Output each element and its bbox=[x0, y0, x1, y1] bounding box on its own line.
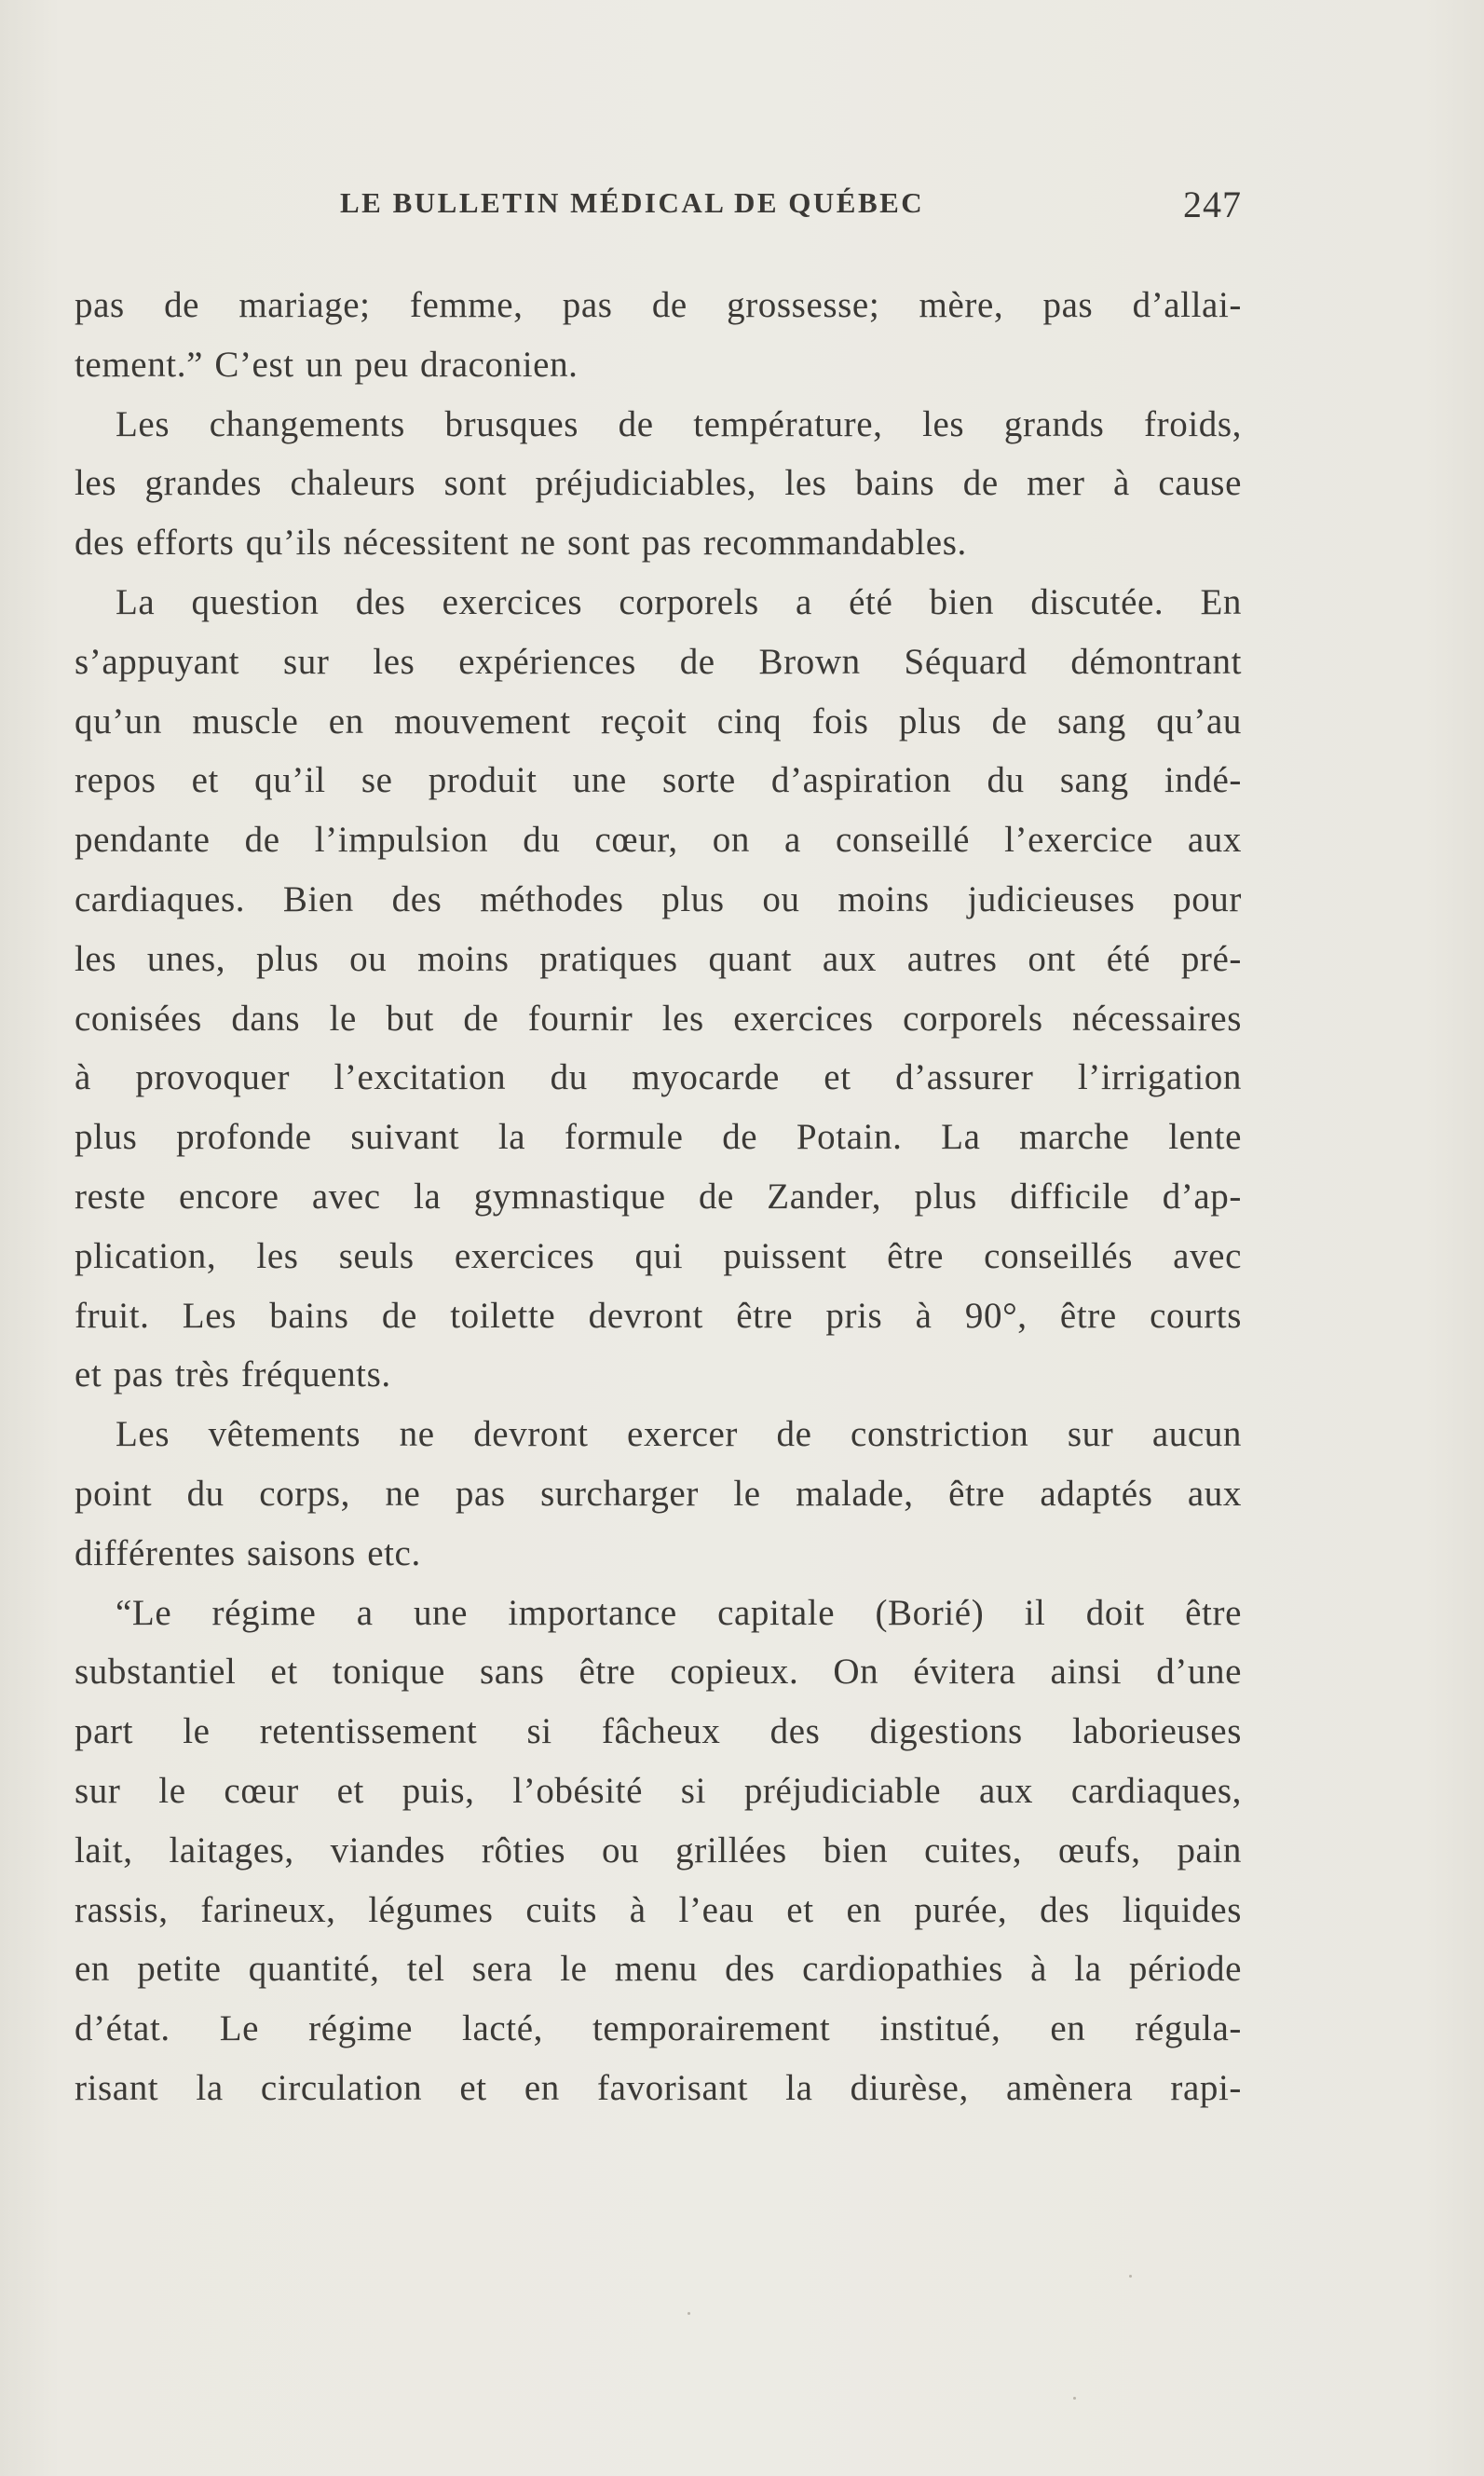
paper-speck bbox=[688, 2312, 690, 2315]
text-line: reste encore avec la gymnastique de Zander, plus difficile d’ap- bbox=[75, 1176, 1242, 1217]
text-line: rassis, farineux, légumes cuits à l’eau et en purée, des liquides bbox=[75, 1889, 1242, 1930]
paper-speck bbox=[1073, 2397, 1076, 2400]
text-line: et pas très fréquents. bbox=[75, 1354, 391, 1395]
text-line: substantiel et tonique sans être copieux. On évitera ainsi d’une bbox=[75, 1652, 1242, 1693]
page-number: 247 bbox=[1183, 184, 1242, 225]
text-line: Les vêtements ne devront exercer de constriction sur aucun bbox=[116, 1414, 1242, 1455]
text-line: des efforts qu’ils nécessitent ne sont pas recommandables. bbox=[75, 523, 967, 564]
text-line: d’état. Le régime lacté, temporairement institué, en régula- bbox=[75, 2008, 1242, 2049]
text-line: Les changements brusques de température, les grands froids, bbox=[116, 403, 1242, 444]
text-line: lait, laitages, viandes rôties ou grillées bien cuites, œufs, pain bbox=[75, 1830, 1242, 1871]
text-line: pas de mariage; femme, pas de grossesse; mère, pas d’allai- bbox=[75, 285, 1242, 325]
text-line: plus profonde suivant la formule de Potain. La marche lente bbox=[75, 1117, 1242, 1158]
text-line: conisées dans le but de fournir les exercices corporels nécessaires bbox=[75, 998, 1242, 1039]
text-line: La question des exercices corporels a été bien discutée. En bbox=[116, 581, 1242, 622]
text-line: qu’un muscle en mouvement reçoit cinq fois plus de sang qu’au bbox=[75, 701, 1242, 741]
text-line: “Le régime a une importance capitale (Borié) il doit être bbox=[116, 1592, 1242, 1633]
text-line: repos et qu’il se produit une sorte d’aspiration du sang indé- bbox=[75, 760, 1242, 801]
body-text bbox=[75, 276, 1242, 2118]
text-line: à provoquer l’excitation du myocarde et d’assurer l’irrigation bbox=[75, 1057, 1242, 1098]
text-line: en petite quantité, tel sera le menu des cardiopathies à la période bbox=[75, 1949, 1242, 1990]
text-line: plication, les seuls exercices qui puissent être conseillés avec bbox=[75, 1235, 1242, 1276]
text-line: les unes, plus ou moins pratiques quant aux autres ont été pré- bbox=[75, 938, 1242, 979]
text-line: risant la circulation et en favorisant la diurèse, amènera rapi- bbox=[75, 2067, 1242, 2108]
text-line: tement.” C’est un peu draconien. bbox=[75, 344, 579, 385]
journal-title: LE BULLETIN MÉDICAL DE QUÉBEC bbox=[340, 186, 925, 219]
text-line: les grandes chaleurs sont préjudiciables, les bains de mer à cause bbox=[75, 463, 1242, 504]
text-line: pendante de l’impulsion du cœur, on a conseillé l’exercice aux bbox=[75, 820, 1242, 861]
text-line: sur le cœur et puis, l’obésité si préjudiciable aux cardiaques, bbox=[75, 1770, 1242, 1811]
paper-speck bbox=[1129, 2275, 1132, 2278]
text-line: fruit. Les bains de toilette devront être pris à 90°, être courts bbox=[75, 1295, 1242, 1336]
running-header bbox=[75, 186, 1242, 233]
text-line: cardiaques. Bien des méthodes plus ou moins judicieuses pour bbox=[75, 878, 1242, 919]
text-line: différentes saisons etc. bbox=[75, 1532, 421, 1573]
text-line: part le retentissement si fâcheux des digestions laborieuses bbox=[75, 1711, 1242, 1752]
text-line: point du corps, ne pas surcharger le malade, être adaptés aux bbox=[75, 1473, 1242, 1514]
text-line: s’appuyant sur les expériences de Brown Séquard démontrant bbox=[75, 641, 1242, 682]
